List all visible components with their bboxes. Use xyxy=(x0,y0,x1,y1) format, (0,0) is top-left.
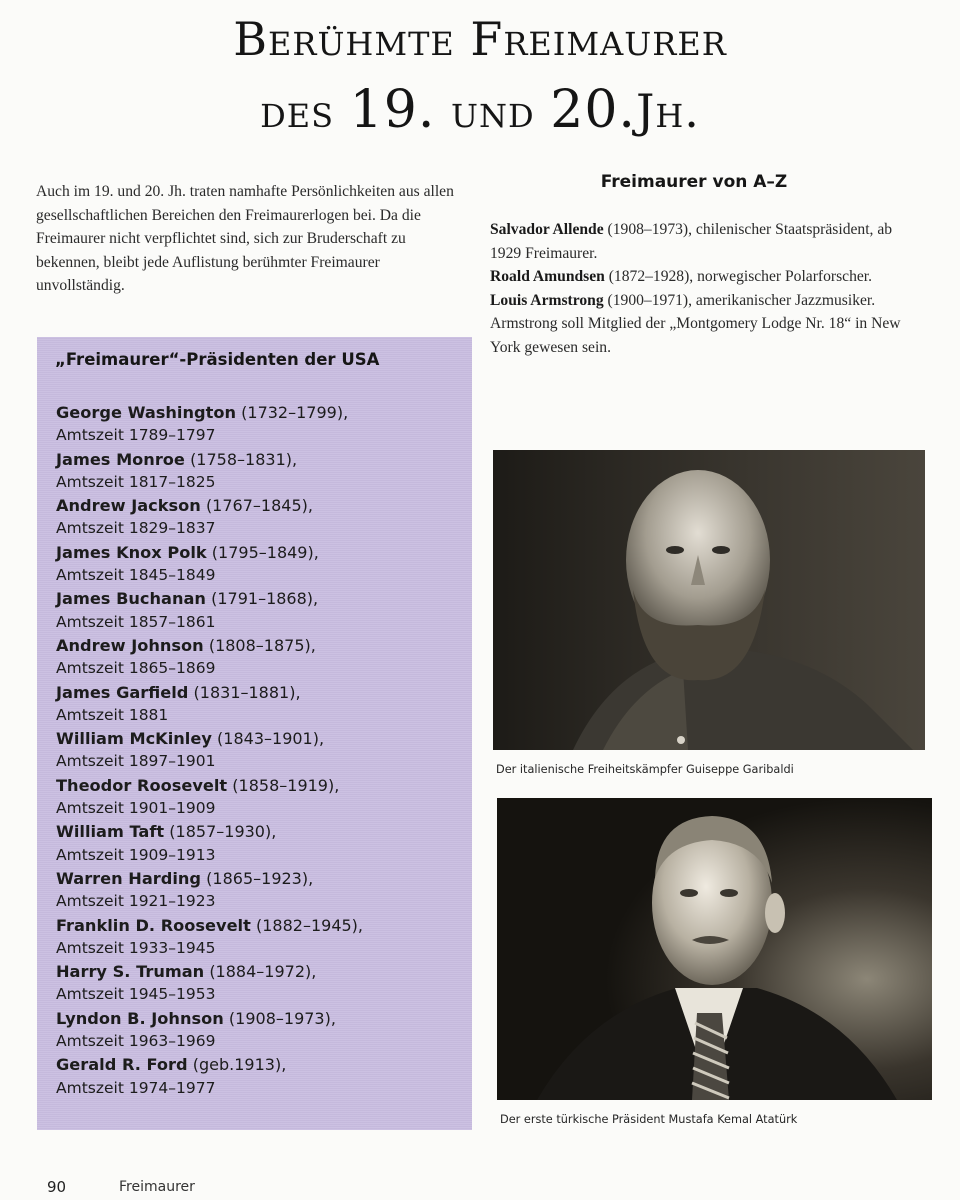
presidents-list xyxy=(56,401,466,1100)
president-life-years: (1808–1875), xyxy=(208,635,316,655)
a-z-entry-name: Louis Armstrong xyxy=(490,291,604,309)
president-term: Amtszeit 1974–1977 xyxy=(56,1078,216,1097)
president-item xyxy=(56,820,466,867)
president-name: Andrew Johnson xyxy=(56,635,204,655)
president-name: Warren Harding xyxy=(56,868,202,888)
president-item xyxy=(56,960,466,1007)
page-number: 90 xyxy=(47,1178,67,1196)
ataturk-photo xyxy=(497,798,932,1100)
president-life-years: (1857–1930), xyxy=(169,822,277,842)
president-name: Andrew Jackson xyxy=(56,496,201,516)
a-z-entry-text: (1900–1971), amerikanischer Jazzmusiker. Armstrong soll Mitglied der „Montgomery Lodge Nr. 18“ in New York gewesen sein. xyxy=(490,291,901,356)
president-name: Gerald R. Ford xyxy=(56,1055,188,1075)
ataturk-portrait-image xyxy=(497,798,932,1100)
president-item xyxy=(56,401,466,448)
presidents-box xyxy=(37,337,472,1130)
president-name-line xyxy=(56,634,466,657)
president-name-line xyxy=(56,681,466,704)
president-term: Amtszeit 1897–1901 xyxy=(56,752,216,771)
president-term: Amtszeit 1963–1969 xyxy=(56,1032,216,1051)
president-term: Amtszeit 1789–1797 xyxy=(56,426,216,445)
president-life-years: (1865–1923), xyxy=(206,868,314,888)
president-name: James Garfield xyxy=(56,682,189,702)
a-z-list xyxy=(490,218,920,359)
president-item xyxy=(56,867,466,914)
intro-paragraph: Auch im 19. und 20. Jh. traten namhafte Persönlichkeiten aus allen gesellschaftlichen Bereichen den Freimaurerlogen bei. Da die Freimaurer nicht verpflichtet sind, sich zur Bruderschaft zu bekennen, bleibt jede Auflistung berühmter Freimaurer unvollständig. xyxy=(36,183,454,294)
president-life-years: (1831–1881), xyxy=(193,682,301,702)
president-name-line xyxy=(56,820,466,843)
a-z-entry-name: Roald Amundsen xyxy=(490,268,605,285)
president-life-years: (geb.1913), xyxy=(192,1055,287,1075)
president-name: Franklin D. Roosevelt xyxy=(56,915,251,935)
president-name-line xyxy=(56,774,466,797)
president-name-line xyxy=(56,867,466,890)
title-des: des xyxy=(260,84,350,138)
president-item xyxy=(56,494,466,541)
president-term: Amtszeit 1945–1953 xyxy=(56,985,216,1004)
president-name-line xyxy=(56,494,466,517)
president-name: William McKinley xyxy=(56,729,212,749)
president-item xyxy=(56,914,466,961)
garibaldi-caption: Der italienische Freiheitskämpfer Guiseppe Garibaldi xyxy=(496,763,794,776)
a-z-title: Freimaurer von A–Z xyxy=(600,172,788,192)
president-term: Amtszeit 1909–1913 xyxy=(56,845,216,864)
president-term: Amtszeit 1865–1869 xyxy=(56,659,216,678)
president-name: Theodor Roosevelt xyxy=(56,775,228,795)
president-name: Harry S. Truman xyxy=(56,962,205,982)
president-name: Lyndon B. Johnson xyxy=(56,1008,224,1028)
president-item xyxy=(56,448,466,495)
page-title-line-2 xyxy=(0,80,960,140)
president-term: Amtszeit 1845–1849 xyxy=(56,566,216,585)
president-name: George Washington xyxy=(56,403,236,422)
title-century-20: 20. xyxy=(550,80,636,140)
a-z-entry xyxy=(490,289,920,360)
president-name-line xyxy=(56,1007,466,1030)
president-item xyxy=(56,541,466,588)
president-item xyxy=(56,727,466,774)
presidents-box-title: „Freimaurer“-Präsidenten der USA xyxy=(55,350,380,369)
president-term: Amtszeit 1829–1837 xyxy=(56,519,216,538)
a-z-entry xyxy=(490,218,920,265)
president-term: Amtszeit 1857–1861 xyxy=(56,612,216,631)
president-life-years: (1884–1972), xyxy=(209,962,317,982)
president-item xyxy=(56,681,466,728)
president-term: Amtszeit 1921–1923 xyxy=(56,892,216,911)
president-life-years: (1882–1945), xyxy=(256,915,364,935)
president-term: Amtszeit 1901–1909 xyxy=(56,799,216,818)
president-name: James Monroe xyxy=(56,449,185,469)
president-term: Amtszeit 1817–1825 xyxy=(56,472,216,491)
president-item xyxy=(56,634,466,681)
running-footer-section: Freimaurer xyxy=(119,1179,195,1195)
president-term: Amtszeit 1881 xyxy=(56,705,169,724)
president-item xyxy=(56,1053,466,1100)
president-name-line xyxy=(56,727,466,750)
a-z-entry xyxy=(490,265,920,289)
president-life-years: (1732–1799), xyxy=(241,403,349,422)
ataturk-caption: Der erste türkische Präsident Mustafa Kemal Atatürk xyxy=(500,1113,798,1126)
president-name-line xyxy=(56,401,466,424)
president-life-years: (1843–1901), xyxy=(217,729,325,749)
president-life-years: (1767–1845), xyxy=(205,496,313,516)
president-name: James Knox Polk xyxy=(56,542,207,562)
president-name: William Taft xyxy=(56,822,165,842)
president-name-line xyxy=(56,960,466,983)
president-life-years: (1791–1868), xyxy=(211,589,319,609)
president-term: Amtszeit 1933–1945 xyxy=(56,938,216,957)
a-z-entry-text: (1872–1928), norwegischer Polarforscher. xyxy=(604,268,873,285)
president-name-line xyxy=(56,541,466,564)
page-title-line-1: Berühmte Freimaurer xyxy=(233,12,727,66)
garibaldi-portrait-image xyxy=(493,450,925,750)
president-life-years: (1908–1973), xyxy=(228,1008,336,1028)
president-name-line xyxy=(56,448,466,471)
title-und: und xyxy=(435,84,551,138)
a-z-entry-name: Salvador Allende xyxy=(490,221,604,238)
garibaldi-photo xyxy=(493,450,925,750)
president-name-line xyxy=(56,1053,466,1076)
president-life-years: (1758–1831), xyxy=(190,449,298,469)
president-name-line xyxy=(56,914,466,937)
president-item xyxy=(56,1007,466,1054)
title-jh: Jh. xyxy=(635,84,700,138)
president-name: James Buchanan xyxy=(56,589,206,609)
title-century-19: 19. xyxy=(349,80,436,140)
president-item xyxy=(56,587,466,634)
president-life-years: (1795–1849), xyxy=(211,542,319,562)
a-z-entry-text: (1908–1973), chilenischer Staatspräsident, ab 1929 Freimaurer. xyxy=(490,221,893,262)
president-item xyxy=(56,774,466,821)
president-name-line xyxy=(56,587,466,610)
president-life-years: (1858–1919), xyxy=(232,775,340,795)
